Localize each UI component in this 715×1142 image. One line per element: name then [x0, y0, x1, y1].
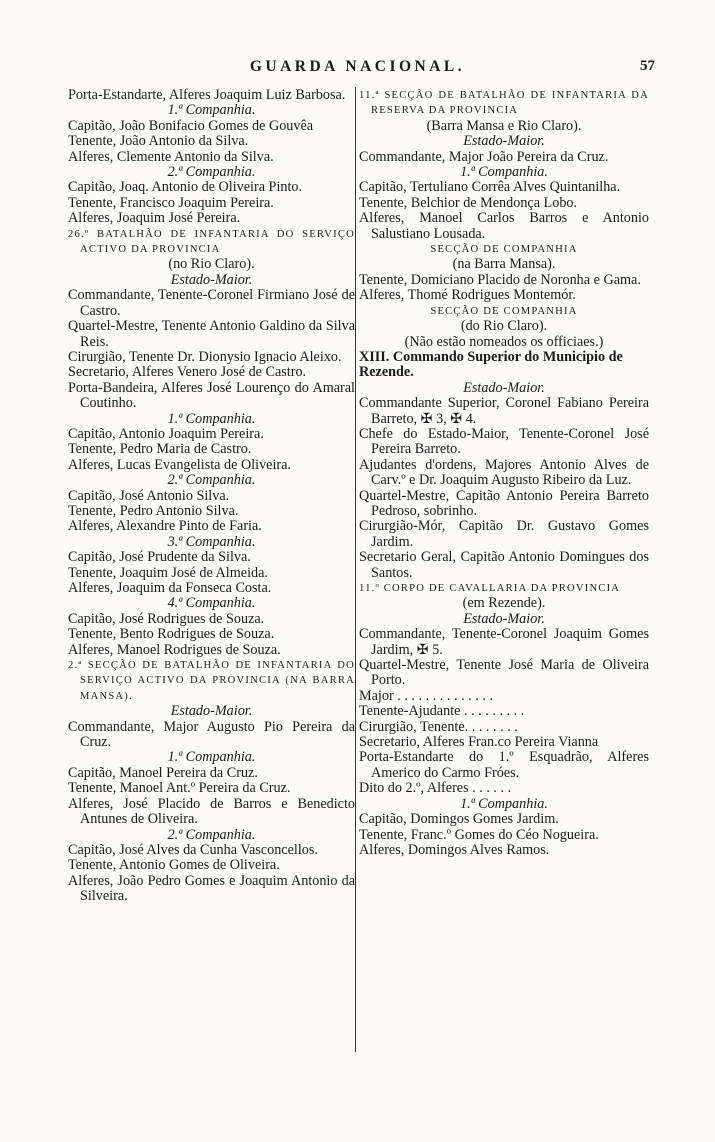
right-entry-line: Cirurgião-Mór, Capitão Dr. Gustavo Gomes Jardim. [359, 518, 649, 550]
left-entry-line: Capitão, João Bonifacio Gomes de Gouvêa [68, 117, 314, 134]
left-entry-line: Capitão, Joaq. Antonio de Oliveira Pinto. [68, 179, 303, 196]
right-location-note: (em Rezende). [462, 595, 546, 612]
left-entry-line: Porta-Bandeira, Alferes José Lourenço do Amaral Coutinho. [68, 379, 355, 412]
left-entry-line: Alferes, José Placido de Barros e Benedicto Antunes de Oliveira. [68, 795, 355, 828]
left-entry-line: Alferes, Alexandre Pinto de Faria. [68, 518, 262, 535]
right-section-heading: 1.ª Companhia. [460, 795, 548, 812]
left-section-heading: 2.ª Companhia. [167, 164, 256, 181]
right-entry-line: Commandante, Tenente-Coronel Joaquim Gomes Jardim, ✠ 5. [359, 626, 649, 658]
right-entry-line: Dito do 2.º, Alferes . . . . . . [359, 780, 512, 797]
left-entry-line: Alferes, João Pedro Gomes e Joaquim Antonio da Silveira. [68, 872, 355, 905]
right-entry-line: Major . . . . . . . . . . . . . . [359, 687, 493, 704]
left-unit-heading: 2.ª SECÇÃO DE BATALHÃO DE INFANTARIA DO SERVIÇO ACTIVO DA PROVINCIA (NA BARRA MANSA). [68, 660, 355, 702]
left-entry-line: Capitão, José Alves da Cunha Vasconcellos. [68, 841, 318, 858]
left-entry-line: Quartel-Mestre, Tenente Antonio Galdino da Silva Reis. [68, 318, 355, 350]
right-entry-line: Alferes, Thomé Rodrigues Montemór. [359, 287, 576, 304]
right-entry-line: Quartel-Mestre, Capitão Antonio Pereira Barreto Pedroso, sobrinho. [359, 487, 649, 519]
left-section-heading: 1.ª Companhia. [167, 410, 256, 427]
right-entry-line: Commandante Superior, Coronel Fabiano Pereira Barreto, ✠ 3, ✠ 4. [359, 395, 649, 427]
left-entry-line: Tenente, Manoel Ant.º Pereira da Cruz. [68, 780, 291, 797]
left-entry-line: Tenente, Pedro Antonio Silva. [68, 502, 239, 519]
left-entry-line: Secretario, Alferes Venero José de Castro. [68, 364, 307, 381]
column-divider [355, 87, 356, 1052]
right-entry-line: Chefe do Estado-Maior, Tenente-Coronel José Pereira Barreto. [359, 425, 649, 458]
left-entry-line: Tenente, Bento Rodrigues de Souza. [68, 626, 275, 643]
right-section-heading: Estado-Maior. [463, 610, 545, 627]
right-entry-line: Tenente-Ajudante . . . . . . . . . [359, 703, 525, 720]
right-entry-line: Porta-Estandarte do 1.º Esquadrão, Alferes Americo do Carmo Fróes. [359, 749, 649, 781]
left-unit-heading: 26.º BATALHÃO DE INFANTARIA DO SERVIÇO ACTIVO DA PROVINCIA [68, 228, 355, 256]
left-entry-line: Tenente, João Antonio da Silva. [68, 133, 249, 150]
right-entry-line: Alferes, Domingos Alves Ramos. [359, 841, 550, 858]
left-entry-line: Tenente, Francisco Joaquim Pereira. [68, 194, 274, 211]
left-entry-line: Alferes, Joaquim José Pereira. [68, 210, 241, 227]
right-subsection-heading: SECÇÃO DE COMPANHIA [430, 244, 578, 256]
right-entry-line: Tenente, Franc.º Gomes do Céo Nogueira. [359, 826, 599, 843]
right-entry-line: Cirurgião, Tenente. . . . . . . . [359, 718, 518, 735]
right-entry-line: Secretario Geral, Capitão Antonio Domingues dos Santos. [359, 549, 649, 581]
left-entry-line: Alferes, Manoel Rodrigues de Souza. [68, 641, 281, 658]
right-section-heading: Estado-Maior. [463, 133, 545, 150]
left-section-heading: 2.ª Companhia. [167, 826, 256, 843]
left-entry-line: Porta-Estandarte, Alferes Joaquim Luiz Barbosa. [68, 87, 346, 103]
right-entry-line: Capitão, Domingos Gomes Jardim. [359, 811, 559, 828]
left-section-heading: 1.ª Companhia. [167, 102, 256, 119]
right-entry-line: Ajudantes d'ordens, Majores Antonio Alves de Carv.º e Dr. Joaquim Augusto Ribeiro da Luz. [359, 456, 649, 489]
right-command-heading: XIII. Commando Superior do Municipio de Rezende. [359, 348, 623, 381]
left-entry-line: Commandante, Major Augusto Pio Pereira da Cruz. [68, 718, 355, 751]
left-entry-line: Capitão, Antonio Joaquim Pereira. [68, 425, 264, 442]
left-entry-line: Cirurgião, Tenente Dr. Dionysio Ignacio Aleixo. [68, 348, 342, 365]
page-title: GUARDA NACIONAL. [249, 58, 466, 75]
right-column [359, 88, 649, 858]
right-section-heading: 1.ª Companhia. [460, 164, 548, 181]
left-section-heading: Estado-Maior. [170, 271, 253, 288]
right-entry-line: Capitão, Tertuliano Corrêa Alves Quintanilha. [359, 179, 621, 196]
left-entry-line: Capitão, José Antonio Silva. [68, 487, 230, 504]
left-entry-line: Tenente, Pedro Maria de Castro. [68, 441, 252, 458]
left-entry-line: Alferes, Joaquim da Fonseca Costa. [68, 580, 272, 596]
right-unit-heading: 11.º CORPO DE CAVALLARIA DA PROVINCIA [359, 583, 621, 594]
right-section-heading: Estado-Maior. [463, 379, 545, 396]
right-location-note: (do Rio Claro). [460, 318, 548, 335]
right-entry-line: Tenente, Domiciano Placido de Noronha e Gama. [359, 271, 641, 288]
right-entry-line: Quartel-Mestre, Tenente José Maria de Oliveira Porto. [359, 657, 649, 689]
left-entry-line: Capitão, José Rodrigues de Souza. [68, 610, 265, 627]
left-location-note: (no Rio Claro). [168, 256, 255, 273]
right-location-note: (na Barra Mansa). [452, 256, 556, 273]
right-unit-heading: 11.ª SECÇÃO DE BATALHÃO DE INFANTARIA DA RESERVA DA PROVINCIA [359, 90, 649, 117]
left-section-heading: 3.ª Companhia. [167, 533, 256, 550]
page-header [60, 58, 655, 84]
left-section-heading: 1.ª Companhia. [167, 749, 256, 766]
page-number: 57 [640, 58, 655, 74]
right-location-note: (Não estão nomeados os officiaes.) [404, 333, 604, 350]
left-entry-line: Capitão, Manoel Pereira da Cruz. [68, 764, 258, 781]
left-entry-line: Commandante, Tenente-Coronel Firmiano José de Castro. [68, 287, 355, 319]
left-entry-line: Tenente, Antonio Gomes de Oliveira. [68, 857, 280, 874]
left-column [68, 88, 355, 905]
right-entry-line: Secretario, Alferes Fran.co Pereira Vianna [359, 734, 599, 751]
left-entry-line: Alferes, Clemente Antonio da Silva. [68, 148, 274, 165]
left-section-heading: 4.ª Companhia. [167, 595, 256, 612]
right-entry-line: Tenente, Belchior de Mendonça Lobo. [359, 194, 578, 211]
left-entry-line: Tenente, Joaquim José de Almeida. [68, 564, 268, 581]
left-section-heading: Estado-Maior. [170, 703, 253, 720]
right-entry-line: Commandante, Major João Pereira da Cruz. [359, 148, 609, 165]
left-entry-line: Alferes, Lucas Evangelista de Oliveira. [68, 456, 291, 473]
right-location-note: (Barra Mansa e Rio Claro). [426, 117, 582, 134]
left-entry-line: Capitão, José Prudente da Silva. [68, 549, 251, 566]
right-entry-line: Alferes, Manoel Carlos Barros e Antonio Salustiano Lousada. [359, 210, 649, 242]
left-section-heading: 2.ª Companhia. [167, 472, 256, 489]
right-subsection-heading: SECÇÃO DE COMPANHIA [430, 305, 578, 317]
